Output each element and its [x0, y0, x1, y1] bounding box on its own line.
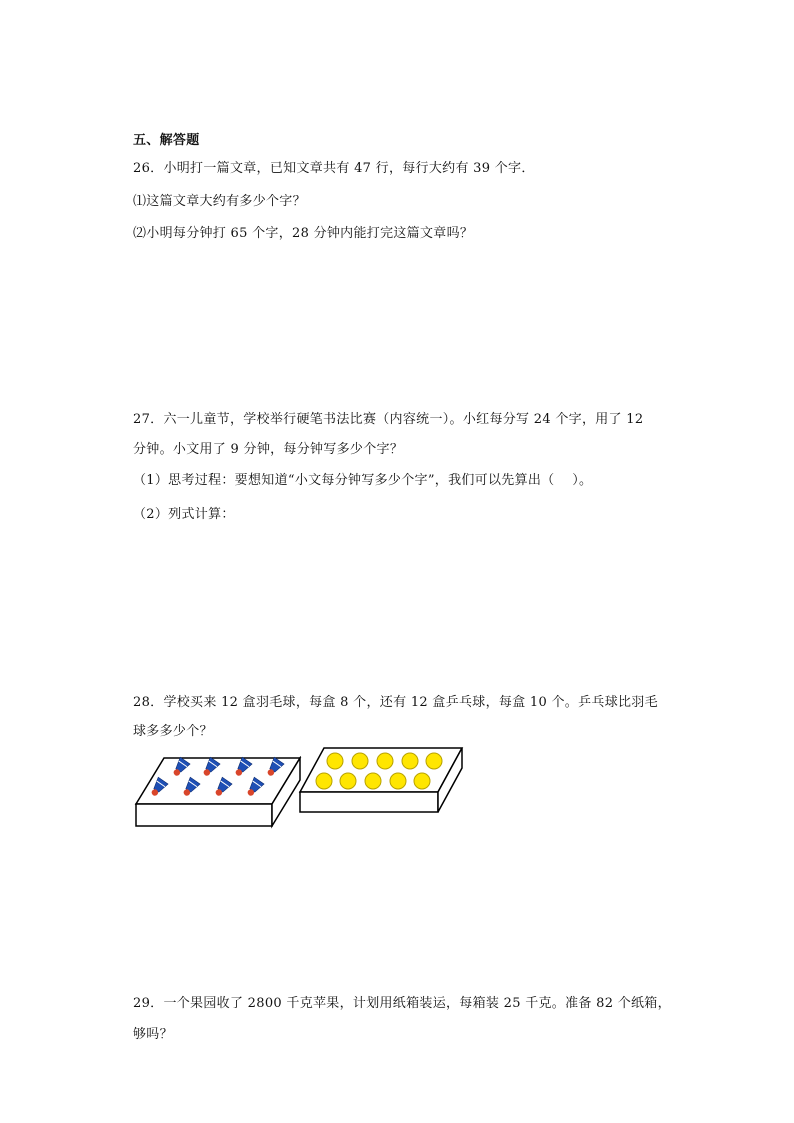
q27-stem-line2: 分钟。小文用了 9 分钟，每分钟写多少个字？ — [133, 442, 404, 457]
pingpong-ball-icon — [365, 773, 381, 789]
q27-part1: （1）思考过程：要想知道“小文每分钟写多少个字”，我们可以先算出（ ）。 — [133, 473, 593, 488]
pingpong-ball-icon — [340, 773, 356, 789]
q29-stem-line2: 够吗？ — [133, 1027, 173, 1042]
pingpong-ball-icon — [377, 753, 393, 769]
pingpong-ball-icon — [352, 753, 368, 769]
pingpong-ball-icon — [402, 753, 418, 769]
q26-part2: ⑵小明每分钟打 65 个字，28 分钟内能打完这篇文章吗？ — [133, 226, 474, 241]
pingpong-ball-icon — [390, 773, 406, 789]
pingpong-ball-icon — [316, 773, 332, 789]
pingpong-ball-icon — [414, 773, 430, 789]
q28-stem-line2: 球多多少个？ — [133, 724, 213, 739]
q27-part2: （2）列式计算： — [133, 507, 235, 522]
pingpong-box-figure — [298, 746, 466, 816]
q27-stem-line1: 27．六一儿童节，学校举行硬笔书法比赛（内容统一）。小红每分写 24 个字，用了 12 — [133, 412, 644, 427]
q26-part1: ⑴这篇文章大约有多少个字？ — [133, 194, 306, 209]
section-heading: 五、解答题 — [133, 133, 200, 148]
shuttlecock-box-figure — [134, 756, 304, 832]
q29-stem-line1: 29．一个果园收了 2800 千克苹果，计划用纸箱装运，每箱装 25 千克。准备 82 个纸箱， — [133, 996, 671, 1011]
pingpong-ball-icon — [327, 753, 343, 769]
q28-stem-line1: 28．学校买来 12 盒羽毛球，每盒 8 个，还有 12 盒乒乓球，每盒 10 个。乒乓球比羽毛 — [133, 695, 658, 710]
q26-stem: 26．小明打一篇文章，已知文章共有 47 行，每行大约有 39 个字． — [133, 161, 535, 176]
pingpong-ball-icon — [426, 753, 442, 769]
